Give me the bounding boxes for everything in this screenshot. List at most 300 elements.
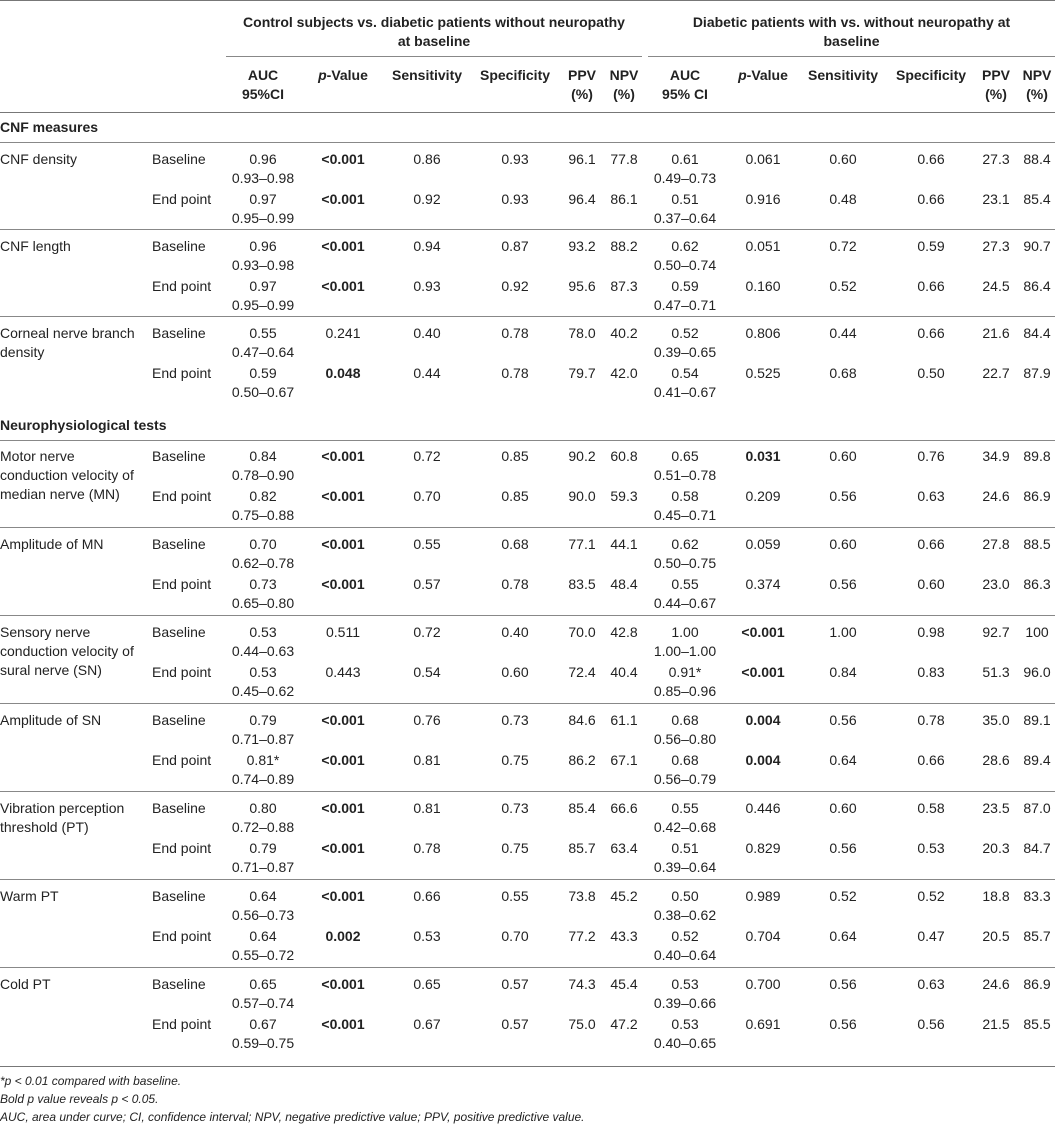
sens-cell: 0.64: [829, 752, 857, 768]
sens-cell: 0.94: [413, 238, 441, 254]
spec-cell: 0.93: [501, 151, 529, 167]
sens-cell: 0.72: [829, 238, 857, 254]
auc-value: 0.58: [671, 488, 699, 504]
pvalue-cell: 0.061: [745, 151, 781, 167]
pvalue-cell: <0.001: [321, 191, 365, 207]
npv-cell: 87.0: [1023, 800, 1051, 816]
spec-cell: 0.73: [501, 800, 529, 816]
auc-value: 0.59: [249, 365, 277, 381]
sens-cell: 0.56: [829, 712, 857, 728]
spec-cell: 0.66: [917, 151, 945, 167]
ci-value: 0.55–0.72: [231, 947, 295, 963]
auc-value: 0.64: [249, 888, 277, 904]
ci-value: 0.62–0.78: [231, 555, 295, 571]
col-ppv-1: PPV (%): [567, 67, 596, 102]
auc-cell: [648, 535, 722, 573]
npv-cell: 88.2: [610, 238, 638, 254]
auc-value: 0.54: [671, 365, 699, 381]
pvalue-cell: 0.700: [745, 976, 781, 992]
ci-value: 0.71–0.87: [231, 859, 295, 875]
measure-name: [0, 623, 134, 680]
time-cell: End point: [152, 576, 212, 592]
col-auc-1: AUC 95%CI: [241, 67, 285, 102]
time-cell: Baseline: [152, 624, 206, 640]
time-cell: Baseline: [152, 536, 206, 552]
sens-cell: 0.56: [829, 1016, 857, 1032]
auc-cell: [648, 324, 722, 362]
time-cell: End point: [152, 664, 212, 680]
ci-value: 0.44–0.67: [653, 595, 717, 611]
auc-value: 0.91*: [668, 664, 702, 680]
footnote-bold: Bold p value reveals p < 0.05.: [0, 1092, 159, 1106]
npv-cell: 43.3: [610, 928, 638, 944]
npv-cell: 45.4: [610, 976, 638, 992]
ci-value: 0.39–0.64: [653, 859, 717, 875]
npv-cell: 44.1: [610, 536, 638, 552]
auc-cell: [648, 190, 722, 228]
sens-cell: 0.44: [829, 325, 857, 341]
ppv-cell: 20.5: [982, 928, 1010, 944]
time-cell: End point: [152, 488, 212, 504]
sens-cell: 0.60: [829, 536, 857, 552]
auc-cell: [226, 663, 300, 701]
spec-cell: 0.75: [501, 752, 529, 768]
col-sensitivity-2: Sensitivity: [807, 67, 879, 83]
spec-cell: 0.68: [501, 536, 529, 552]
auc-value: 0.52: [671, 325, 699, 341]
npv-cell: 86.9: [1023, 976, 1051, 992]
ppv-cell: 24.6: [982, 488, 1010, 504]
measure-name: [0, 237, 71, 256]
pvalue-cell: <0.001: [321, 151, 365, 167]
group-header-rule-left: [226, 56, 642, 57]
time-cell: Baseline: [152, 151, 206, 167]
npv-cell: 63.4: [610, 840, 638, 856]
pvalue-cell: 0.209: [745, 488, 781, 504]
ci-value: 0.59–0.75: [231, 1035, 295, 1051]
pvalue-cell: <0.001: [321, 888, 365, 904]
table-bottom-rule: [0, 1066, 1055, 1067]
pvalue-cell: 0.446: [745, 800, 781, 816]
measure-name-line: threshold (PT): [0, 819, 89, 835]
col-ppv-2: PPV (%): [981, 67, 1010, 102]
npv-cell: 84.4: [1023, 325, 1051, 341]
auc-value: 0.51: [671, 840, 699, 856]
sens-cell: 0.65: [413, 976, 441, 992]
col-specificity-2: Specificity: [895, 67, 967, 83]
spec-cell: 0.50: [917, 365, 945, 381]
auc-value: 0.68: [671, 712, 699, 728]
npv-cell: 86.3: [1023, 576, 1051, 592]
npv-cell: 87.3: [610, 278, 638, 294]
ci-value: 0.39–0.65: [653, 344, 717, 360]
auc-cell: [648, 623, 722, 661]
auc-value: 0.96: [249, 238, 277, 254]
ppv-cell: 27.8: [982, 536, 1010, 552]
auc-cell: [226, 887, 300, 925]
section-rule: [0, 142, 1055, 143]
ppv-cell: 35.0: [982, 712, 1010, 728]
spec-cell: 0.78: [501, 576, 529, 592]
ppv-cell: 23.1: [982, 191, 1010, 207]
spec-cell: 0.85: [501, 488, 529, 504]
time-cell: End point: [152, 1016, 212, 1032]
section-title: CNF measures: [0, 119, 99, 135]
sens-cell: 0.67: [413, 1016, 441, 1032]
ci-value: 0.78–0.90: [231, 467, 295, 483]
spec-cell: 0.78: [501, 325, 529, 341]
top-rule: [0, 0, 1055, 1]
auc-cell: [648, 711, 722, 749]
auc-cell: [226, 535, 300, 573]
npv-cell: 88.5: [1023, 536, 1051, 552]
spec-cell: 0.66: [917, 536, 945, 552]
ppv-cell: 86.2: [568, 752, 596, 768]
sens-cell: 0.81: [413, 752, 441, 768]
ppv-cell: 34.9: [982, 448, 1010, 464]
auc-value: 0.70: [249, 536, 277, 552]
ci-value: 0.40–0.64: [653, 947, 717, 963]
auc-cell: [226, 623, 300, 661]
ci-value: 0.50–0.67: [231, 384, 295, 400]
ppv-cell: 78.0: [568, 325, 596, 341]
spec-cell: 0.52: [917, 888, 945, 904]
section-title: Neurophysiological tests: [0, 417, 167, 433]
sens-cell: 0.55: [413, 536, 441, 552]
auc-cell: [648, 663, 722, 701]
measure-rule: [0, 879, 1055, 880]
ci-value: 0.57–0.74: [231, 995, 295, 1011]
pvalue-cell: 0.048: [325, 365, 361, 381]
auc-value: 0.55: [249, 325, 277, 341]
col-npv-1: NPV (%): [609, 67, 639, 102]
measure-name: [0, 150, 77, 169]
pvalue-cell: 0.443: [325, 664, 361, 680]
auc-cell: [226, 1015, 300, 1053]
ci-value: 0.56–0.80: [653, 731, 717, 747]
npv-cell: 84.7: [1023, 840, 1051, 856]
sens-cell: 0.78: [413, 840, 441, 856]
auc-value: 0.65: [671, 448, 699, 464]
pvalue-cell: <0.001: [321, 536, 365, 552]
pvalue-cell: <0.001: [321, 1016, 365, 1032]
pvalue-cell: <0.001: [321, 712, 365, 728]
ci-value: 0.41–0.67: [653, 384, 717, 400]
auc-value: 0.81*: [246, 752, 280, 768]
measure-name-line: sural nerve (SN): [0, 662, 102, 678]
pvalue-cell: <0.001: [321, 800, 365, 816]
col-pvalue-1: p-Value: [318, 67, 368, 83]
npv-cell: 47.2: [610, 1016, 638, 1032]
auc-value: 0.97: [249, 191, 277, 207]
spec-cell: 0.73: [501, 712, 529, 728]
sens-cell: 0.86: [413, 151, 441, 167]
ppv-cell: 77.1: [568, 536, 596, 552]
npv-cell: 86.4: [1023, 278, 1051, 294]
npv-cell: 40.4: [610, 664, 638, 680]
sens-cell: 0.53: [413, 928, 441, 944]
ci-value: 0.71–0.87: [231, 731, 295, 747]
pvalue-cell: <0.001: [741, 664, 785, 680]
pvalue-cell: 0.704: [745, 928, 781, 944]
measure-name-line: Motor nerve: [0, 448, 75, 464]
ppv-cell: 18.8: [982, 888, 1010, 904]
ci-value: 0.95–0.99: [231, 210, 295, 226]
auc-cell: [648, 364, 722, 402]
time-cell: Baseline: [152, 712, 206, 728]
npv-cell: 88.4: [1023, 151, 1051, 167]
auc-cell: [648, 237, 722, 275]
auc-cell: [226, 575, 300, 613]
time-cell: End point: [152, 752, 212, 768]
ci-value: 0.45–0.62: [231, 683, 295, 699]
sens-cell: 0.81: [413, 800, 441, 816]
auc-value: 0.73: [249, 576, 277, 592]
pvalue-cell: 0.916: [745, 191, 781, 207]
ppv-cell: 74.3: [568, 976, 596, 992]
spec-cell: 0.47: [917, 928, 945, 944]
sens-cell: 0.56: [829, 840, 857, 856]
sens-cell: 0.54: [413, 664, 441, 680]
auc-cell: [226, 487, 300, 525]
ppv-cell: 75.0: [568, 1016, 596, 1032]
pvalue-cell: 0.511: [326, 624, 360, 640]
ci-value: 0.38–0.62: [653, 907, 717, 923]
time-cell: End point: [152, 278, 212, 294]
npv-cell: 85.4: [1023, 191, 1051, 207]
auc-cell: [226, 277, 300, 315]
pvalue-cell: 0.989: [745, 888, 781, 904]
auc-value: 0.53: [671, 976, 699, 992]
ppv-cell: 20.3: [982, 840, 1010, 856]
npv-cell: 89.8: [1023, 448, 1051, 464]
measure-name: [0, 975, 51, 994]
pvalue-cell: 0.004: [745, 712, 781, 728]
measure-name-line: conduction velocity of: [0, 467, 134, 483]
auc-cell: [648, 799, 722, 837]
auc-value: 0.53: [249, 624, 277, 640]
auc-cell: [226, 927, 300, 965]
ppv-cell: 24.5: [982, 278, 1010, 294]
spec-cell: 0.40: [501, 624, 529, 640]
time-cell: Baseline: [152, 238, 206, 254]
auc-value: 0.68: [671, 752, 699, 768]
auc-cell: [648, 277, 722, 315]
pvalue-cell: <0.001: [321, 752, 365, 768]
ci-value: 0.50–0.74: [653, 257, 717, 273]
pvalue-cell: <0.001: [321, 840, 365, 856]
ci-value: 0.42–0.68: [653, 819, 717, 835]
sens-cell: 0.64: [829, 928, 857, 944]
pvalue-cell: 0.002: [325, 928, 361, 944]
ppv-cell: 83.5: [568, 576, 596, 592]
ci-value: 0.40–0.65: [653, 1035, 717, 1051]
spec-cell: 0.92: [501, 278, 529, 294]
ci-value: 0.85–0.96: [653, 683, 717, 699]
ci-value: 0.39–0.66: [653, 995, 717, 1011]
footnote-significance: *p < 0.01 compared with baseline.: [0, 1074, 182, 1088]
auc-value: 1.00: [671, 624, 699, 640]
spec-cell: 0.98: [917, 624, 945, 640]
ppv-cell: 93.2: [568, 238, 596, 254]
ppv-cell: 51.3: [982, 664, 1010, 680]
spec-cell: 0.70: [501, 928, 529, 944]
spec-cell: 0.63: [917, 976, 945, 992]
pvalue-cell: <0.001: [321, 976, 365, 992]
ci-value: 0.44–0.63: [231, 643, 295, 659]
measure-rule: [0, 791, 1055, 792]
auc-value: 0.55: [671, 576, 699, 592]
auc-value: 0.67: [249, 1016, 277, 1032]
npv-cell: 40.2: [610, 325, 638, 341]
ci-value: 0.47–0.71: [653, 297, 717, 313]
sens-cell: 0.70: [413, 488, 441, 504]
ppv-cell: 27.3: [982, 151, 1010, 167]
npv-cell: 67.1: [610, 752, 638, 768]
auc-value: 0.97: [249, 278, 277, 294]
sens-cell: 0.60: [829, 448, 857, 464]
sens-cell: 0.72: [413, 448, 441, 464]
ci-value: 0.72–0.88: [231, 819, 295, 835]
npv-cell: 42.8: [610, 624, 638, 640]
auc-cell: [648, 839, 722, 877]
measure-name: [0, 447, 134, 504]
spec-cell: 0.78: [501, 365, 529, 381]
auc-cell: [648, 1015, 722, 1053]
ppv-cell: 23.5: [982, 800, 1010, 816]
npv-cell: 60.8: [610, 448, 638, 464]
sens-cell: 0.52: [829, 888, 857, 904]
ppv-cell: 77.2: [568, 928, 596, 944]
spec-cell: 0.60: [917, 576, 945, 592]
sens-cell: 0.60: [829, 800, 857, 816]
pvalue-cell: 0.806: [745, 325, 781, 341]
npv-cell: 87.9: [1023, 365, 1051, 381]
measure-rule: [0, 527, 1055, 528]
sens-cell: 0.44: [413, 365, 441, 381]
ppv-cell: 90.2: [568, 448, 596, 464]
sens-cell: 0.60: [829, 151, 857, 167]
time-cell: Baseline: [152, 888, 206, 904]
measure-name-line: Corneal nerve branch: [0, 325, 135, 341]
spec-cell: 0.63: [917, 488, 945, 504]
pvalue-cell: <0.001: [741, 624, 785, 640]
auc-value: 0.84: [249, 448, 277, 464]
auc-value: 0.80: [249, 800, 277, 816]
ppv-cell: 96.4: [568, 191, 596, 207]
time-cell: End point: [152, 191, 212, 207]
spec-cell: 0.87: [501, 238, 529, 254]
pvalue-cell: 0.525: [745, 365, 781, 381]
spec-cell: 0.66: [917, 752, 945, 768]
sens-cell: 0.56: [829, 576, 857, 592]
spec-cell: 0.57: [501, 976, 529, 992]
auc-value: 0.62: [671, 238, 699, 254]
header-bottom-rule: [0, 112, 1055, 113]
col-pvalue-2: p-Value: [738, 67, 788, 83]
ci-value: 0.56–0.79: [653, 771, 717, 787]
spec-cell: 0.76: [917, 448, 945, 464]
sens-cell: 0.72: [413, 624, 441, 640]
sens-cell: 0.56: [829, 976, 857, 992]
ci-value: 1.00–1.00: [653, 643, 717, 659]
time-cell: Baseline: [152, 325, 206, 341]
spec-cell: 0.83: [917, 664, 945, 680]
spec-cell: 0.60: [501, 664, 529, 680]
pvalue-cell: <0.001: [321, 278, 365, 294]
ppv-cell: 95.6: [568, 278, 596, 294]
auc-value: 0.53: [671, 1016, 699, 1032]
spec-cell: 0.56: [917, 1016, 945, 1032]
measure-name-line: Amplitude of MN: [0, 536, 104, 552]
sens-cell: 1.00: [829, 624, 857, 640]
ppv-cell: 21.6: [982, 325, 1010, 341]
auc-value: 0.51: [671, 191, 699, 207]
ci-value: 0.56–0.73: [231, 907, 295, 923]
measure-name: [0, 887, 59, 906]
col-sensitivity-1: Sensitivity: [391, 67, 463, 83]
npv-cell: 59.3: [610, 488, 638, 504]
ppv-cell: 24.6: [982, 976, 1010, 992]
sens-cell: 0.40: [413, 325, 441, 341]
pvalue-cell: 0.160: [745, 278, 781, 294]
pvalue-cell: 0.059: [745, 536, 781, 552]
pvalue-cell: 0.004: [745, 752, 781, 768]
measure-name-line: Amplitude of SN: [0, 712, 102, 728]
time-cell: Baseline: [152, 448, 206, 464]
spec-cell: 0.59: [917, 238, 945, 254]
auc-cell: [648, 751, 722, 789]
ppv-cell: 79.7: [568, 365, 596, 381]
pvalue-cell: <0.001: [321, 488, 365, 504]
spec-cell: 0.55: [501, 888, 529, 904]
measure-name-line: CNF length: [0, 238, 71, 254]
auc-cell: [648, 575, 722, 613]
auc-cell: [648, 927, 722, 965]
ppv-cell: 73.8: [568, 888, 596, 904]
auc-cell: [226, 751, 300, 789]
measure-name-line: CNF density: [0, 151, 78, 167]
measure-name-line: Sensory nerve: [0, 624, 91, 640]
ppv-cell: 28.6: [982, 752, 1010, 768]
col-specificity-1: Specificity: [479, 67, 551, 83]
group-header-rule-right: [648, 56, 1055, 57]
npv-cell: 83.3: [1023, 888, 1051, 904]
auc-cell: [226, 324, 300, 362]
pvalue-cell: <0.001: [321, 238, 365, 254]
auc-value: 0.65: [249, 976, 277, 992]
time-cell: End point: [152, 840, 212, 856]
ci-value: 0.45–0.71: [653, 507, 717, 523]
ppv-cell: 85.7: [568, 840, 596, 856]
auc-cell: [226, 237, 300, 275]
measure-name: [0, 535, 103, 554]
measure-name-line: median nerve (MN): [0, 486, 120, 502]
auc-value: 0.61: [671, 151, 699, 167]
npv-cell: 61.1: [610, 712, 638, 728]
time-cell: End point: [152, 928, 212, 944]
col-npv-2: NPV (%): [1022, 67, 1052, 102]
spec-cell: 0.66: [917, 191, 945, 207]
sens-cell: 0.57: [413, 576, 441, 592]
sens-cell: 0.48: [829, 191, 857, 207]
auc-value: 0.55: [671, 800, 699, 816]
spec-cell: 0.53: [917, 840, 945, 856]
auc-value: 0.79: [249, 712, 277, 728]
auc-cell: [226, 190, 300, 228]
sens-cell: 0.93: [413, 278, 441, 294]
npv-cell: 77.8: [610, 151, 638, 167]
